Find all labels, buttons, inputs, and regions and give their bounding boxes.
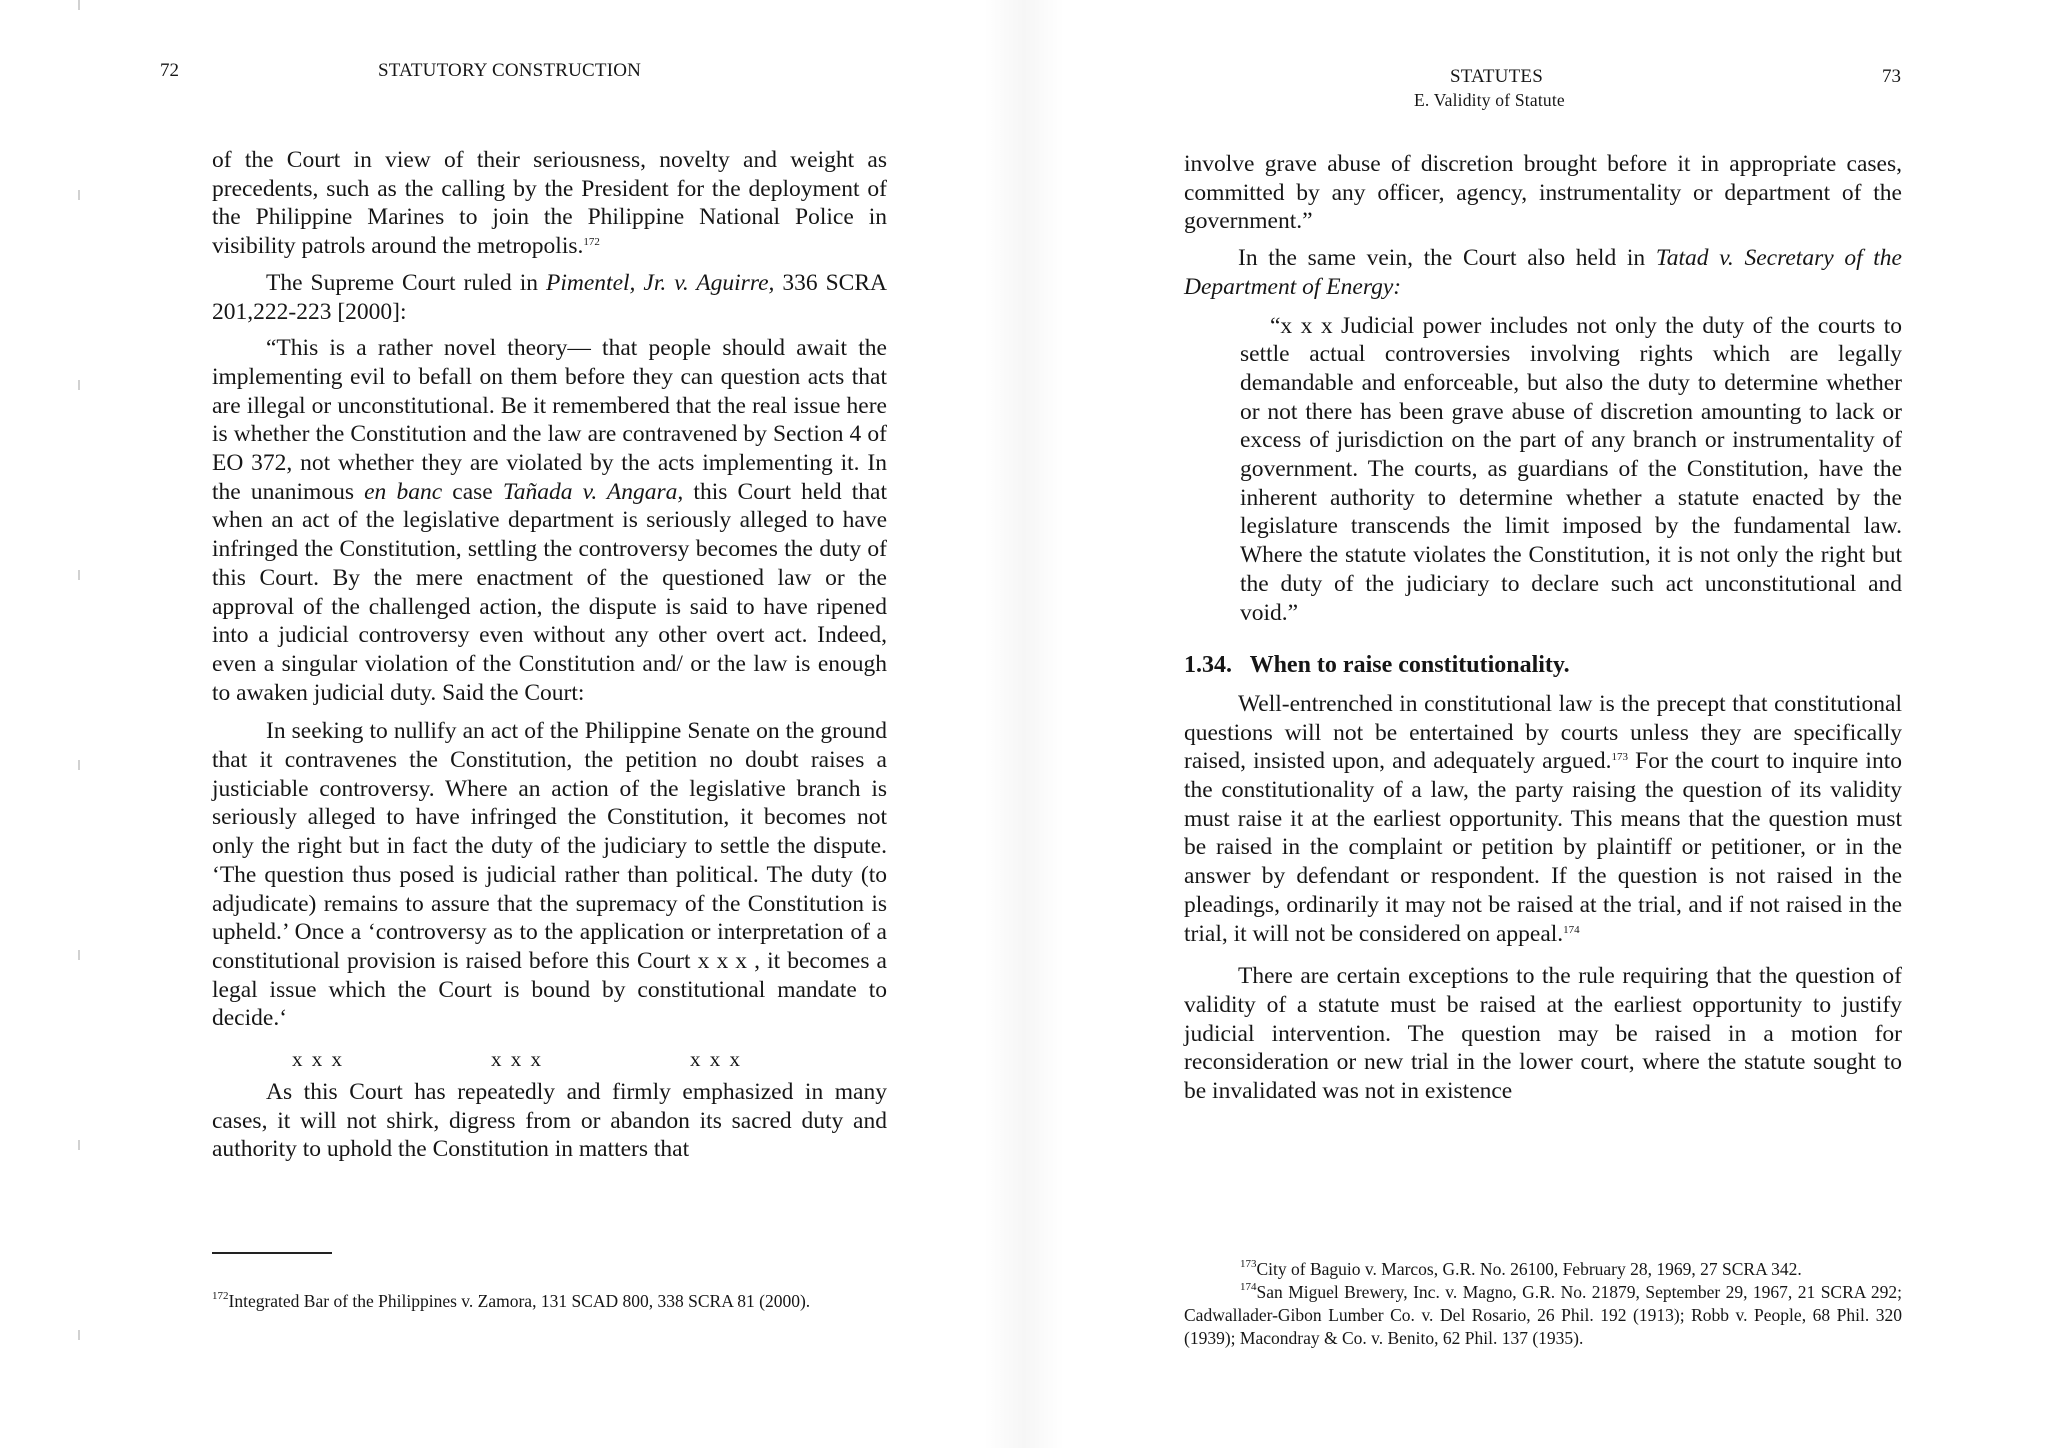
paragraph-exceptions: There are certain exceptions to the rule requiring that the question of validity of a statute must be raised at the earliest opportunity to justify judicial intervention. The question may be raised in a motion for reconsideration or new trial in the lower court, where the statute sought to be invalidated was not in existence bbox=[1184, 963, 1902, 1105]
footnote-ref-172: 172 bbox=[583, 236, 600, 249]
paragraph-well-entrenched bbox=[1184, 690, 1902, 948]
section-heading bbox=[1184, 651, 1902, 680]
quote1-text-b: case bbox=[442, 478, 503, 505]
footnote-number: 174 bbox=[1240, 1281, 1257, 1293]
footnote-text: San Miguel Brewery, Inc. v. Magno, G.R. No. 21879, September 29, 1967, 21 SCRA 292; Cadwallader-Gibon Lumber Co. v. Del Rosario, 26 Phil. 192 (1913); Robb v. People, 68 Phil. 320 (1939); Macondray & Co. v. Benito, 62 Phil. 137 (1935). bbox=[1184, 1282, 1902, 1348]
case-name-pimentel: Pimentel, Jr. v. Aguirre, bbox=[546, 269, 775, 296]
right-body bbox=[1184, 150, 1902, 1106]
gutter-shadow bbox=[1024, 0, 1064, 1448]
case-name-tatad: Tatad v. Secretary of the Department of Energy: bbox=[1184, 245, 1902, 300]
right-page bbox=[1024, 0, 2048, 1448]
footnote-172 bbox=[155, 1290, 885, 1313]
ruled-text-a: The Supreme Court ruled in bbox=[266, 269, 547, 296]
paragraph-same-vein bbox=[1184, 244, 1902, 301]
paragraph-continued bbox=[212, 146, 887, 261]
page-number-right: 73 bbox=[1882, 66, 1901, 87]
page-number-left: 72 bbox=[160, 60, 179, 81]
vein-text: In the same vein, the Court also held in bbox=[1238, 245, 1656, 272]
block-quote-judicial-power: “x x x Judicial power includes not only the duty of the courts to settle actual controversies involving rights which are legally demandable and enforceable, but also the duty to determine whether or not there has been grave abuse of discretion amounting to lack or excess of jurisdiction on the part of any branch or instrumentality of government. The courts, as guardians of the Constitution, have the inherent authority to determine whether a statute enacted by the legislature transcends the limit imposed by the fundamental law. Where the statute violates the Constitution, it is not only the right but the duty of the judiciary to declare such act unconstitutional and void.” bbox=[1240, 312, 1902, 626]
p1-text-b: For the court to inquire into the constitutionality of a law, the party raising the question of its validity must raise it at the earliest opportunity. This means that the question must be raised in the complaint or petition by plaintiff or petitioner, or in the answer by defendant or respondent. If the question is not raised in the pleadings, ordinarily it may not be raised at the trial, and if not raised in the trial, it will not be considered on appeal. bbox=[1184, 748, 1902, 947]
paragraph-text: of the Court in view of their seriousness, novelty and weight as precedents, such as the calling by the President for the deployment of the Philippine Marines to join the Philippine National Police in visibility patrols around the metropolis. bbox=[212, 147, 887, 260]
ellipsis-mark: x x x bbox=[292, 1047, 344, 1072]
block-quote-2: In seeking to nullify an act of the Philippine Senate on the ground that it contravenes the Constitution, the petition no doubt raises a justiciable controversy. Where an action of the legislative branch is seriously alleged to have infringed the Constitution, it becomes not only the right but in fact the duty of the judiciary to settle the dispute. ‘The question thus posed is judicial rather than political. The duty (to adjudicate) remains to assure that the supremacy of the Constitution is upheld.’ Once a ‘controversy as to the application or interpretation of a constitutional provision is raised before this Court x x x , it becomes a legal issue which the Court is bound by constitutional mandate to decide.‘ bbox=[212, 718, 887, 1032]
quote1-text-a: “This is a rather novel theory— that people should await the implementing evil to befall on them before they can question acts that are illegal or unconstitutional. Be it remembered that the real issue here is whether the Constitution and the law are contravened by Section 4 of EO 372, not whether they are violated by the acts implementing it. In the unanimous bbox=[212, 335, 887, 505]
en-banc-term: en banc bbox=[364, 478, 443, 505]
ellipsis-mark: x x x bbox=[491, 1047, 543, 1072]
footnote-number: 172 bbox=[212, 1290, 229, 1302]
footnote-number: 173 bbox=[1240, 1258, 1257, 1270]
footnotes-right bbox=[1184, 1258, 1902, 1350]
paragraph-ruled bbox=[212, 269, 887, 326]
block-quote-1 bbox=[212, 334, 887, 707]
binding-edge-marks bbox=[78, 0, 80, 1448]
ellipsis-marks bbox=[292, 1045, 742, 1074]
running-head-right: STATUTES bbox=[1450, 66, 1543, 87]
ruled-text-b: 336 SCRA 201,222-223 [2000]: bbox=[212, 269, 887, 325]
section-title: When to raise constitutionality. bbox=[1249, 652, 1570, 679]
left-body bbox=[212, 146, 887, 1164]
gutter-shadow bbox=[984, 0, 1024, 1448]
footnote-ref-173: 173 bbox=[1611, 751, 1629, 764]
footnote-ref-174: 174 bbox=[1563, 923, 1580, 936]
footnote-173 bbox=[1184, 1258, 1902, 1281]
case-name-tanada: Tañada v. Angara, bbox=[502, 478, 684, 505]
quote1-text-c: this Court held that when an act of the legislative department is seriously alleged to have infringed the Constitution, settling the controversy becomes the duty of this Court. By the mere enactment of the questioned law or the approval of the challenged action, the dispute is said to have ripened into a judicial controversy even without any other overt act. Indeed, even a singular violation of the Constitution and/ or the law is enough to awaken judicial duty. Said the Court: bbox=[212, 478, 888, 706]
block-quote-3: As this Court has repeatedly and firmly emphasized in many cases, it will not shirk, digress from or abandon its sacred duty and authority to uphold the Constitution in matters that bbox=[212, 1078, 887, 1163]
running-subhead-right: E. Validity of Statute bbox=[1414, 90, 1565, 110]
paragraph-continued: involve grave abuse of discretion brought before it in appropriate cases, committed by any officer, agency, instrumentality or department of the government.” bbox=[1184, 151, 1902, 235]
ellipsis-mark: x x x bbox=[690, 1047, 742, 1072]
footnote-rule bbox=[212, 1252, 332, 1254]
footnote-text: City of Baguio v. Marcos, G.R. No. 26100, February 28, 1969, 27 SCRA 342. bbox=[1256, 1259, 1802, 1279]
p1-text-a: Well-entrenched in constitutional law is the precept that constitutional questions will not be entertained by courts unless they are specifically raised, insisted upon, and adequately argued. bbox=[1184, 690, 1902, 775]
section-number: 1.34. bbox=[1184, 652, 1232, 679]
footnote-174 bbox=[1184, 1281, 1902, 1350]
running-head-left: STATUTORY CONSTRUCTION bbox=[378, 60, 642, 81]
footnote-text: Integrated Bar of the Philippines v. Zamora, 131 SCAD 800, 338 SCRA 81 (2000). bbox=[228, 1291, 811, 1311]
